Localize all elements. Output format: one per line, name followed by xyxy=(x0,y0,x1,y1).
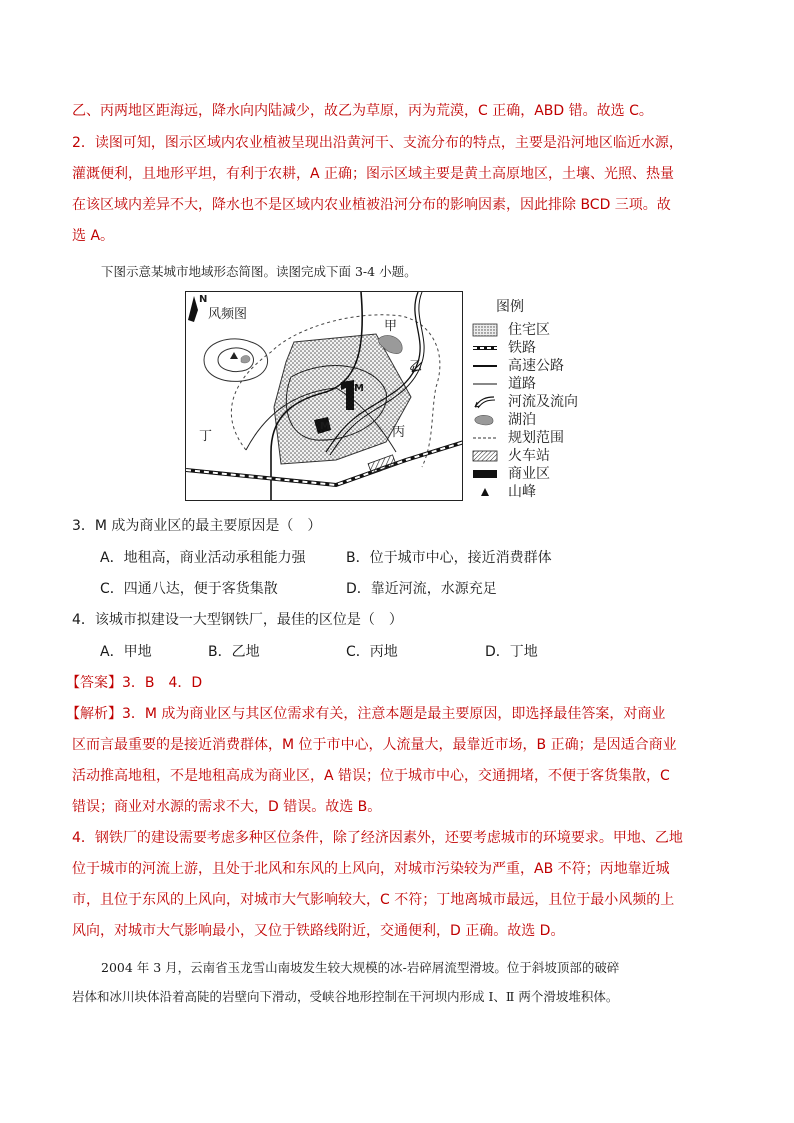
legend-label: 商业区 xyxy=(508,466,550,482)
residential-area xyxy=(274,334,411,464)
area-label-ding: 丁 xyxy=(199,429,213,444)
q2-explanation-line: 选 A。 xyxy=(72,228,115,244)
analysis-line: 风向，对城市大气影响最小，又位于铁路线附近，交通便利，D 正确。故选 D。 xyxy=(72,923,565,939)
lake-legend-icon xyxy=(472,413,498,427)
mountain-contour xyxy=(204,339,268,382)
q4-option-c[interactable]: C．丙地 xyxy=(346,644,398,660)
city-map-figure xyxy=(185,291,463,501)
question-intro: 下图示意某城市地域形态简图。读图完成下面 3-4 小题。 xyxy=(101,264,417,279)
next-intro-line: 岩体和冰川块体沿着高陡的岩壁向下滑动，受峡谷地形控制在干河坝内形成 Ⅰ、Ⅱ 两个滑坡堆积体。 xyxy=(72,989,619,1004)
area-label-bing: 丙 xyxy=(392,425,406,440)
legend-label: 铁路 xyxy=(508,340,536,356)
q3-option-c[interactable]: C．四通八达，便于客货集散 xyxy=(100,581,278,597)
planning-boundary-legend-icon xyxy=(472,431,498,445)
commercial-label: M xyxy=(354,383,364,394)
analysis-line: 区而言最重要的是接近消费群体，M 位于市中心，人流量大，最靠近市场，B 正确；是因适合商业 xyxy=(72,737,677,753)
q3-option-b[interactable]: B．位于城市中心，接近消费群体 xyxy=(346,550,552,566)
legend-label: 火车站 xyxy=(508,448,550,464)
commercial-legend-icon xyxy=(472,467,498,481)
analysis-line: 位于城市的河流上游，且处于北风和东风的上风向，对城市污染较为严重，AB 不符；丙地靠近城 xyxy=(72,861,670,877)
answer-text: 3．B 4．D xyxy=(122,675,203,691)
analysis-first-line xyxy=(66,704,665,724)
peak-marker xyxy=(230,352,238,359)
north-label: N xyxy=(199,294,208,305)
area-label-jia: 甲 xyxy=(384,319,398,334)
q2-explanation-line: 灌溉便利，且地形平坦，有利于农耕，A 正确；图示区域主要是黄土高原地区，土壤、光照、热量 xyxy=(72,166,675,182)
analysis-text: 3．M 成为商业区与其区位需求有关，注意本题是最主要原因，即选择最佳答案，对商业 xyxy=(122,706,666,722)
city-map-svg xyxy=(186,292,463,501)
railway-legend-icon xyxy=(472,341,498,355)
q4-option-a[interactable]: A．甲地 xyxy=(100,644,152,660)
answer-line xyxy=(66,673,202,693)
legend-label: 山峰 xyxy=(508,484,536,500)
next-intro-line: 2004 年 3 月，云南省玉龙雪山南坡发生较大规模的冰-岩碎屑流型滑坡。位于斜坡顶部的破碎 xyxy=(101,960,620,975)
question-3-stem: 3．M 成为商业区的最主要原因是（ ） xyxy=(72,518,322,534)
legend-label: 河流及流向 xyxy=(508,394,578,410)
lake xyxy=(241,355,250,363)
residential-legend-icon xyxy=(472,323,498,337)
legend-label: 道路 xyxy=(508,376,536,392)
analysis-line: 错误；商业对水源的需求不大，D 错误。故选 B。 xyxy=(72,799,382,815)
train-station-legend-icon xyxy=(472,449,498,463)
question-4-stem: 4．该城市拟建设一大型钢铁厂，最佳的区位是（ ） xyxy=(72,612,403,628)
wind-frequency-label: 风频图 xyxy=(208,307,248,322)
q2-explanation-line: 2．读图可知，图示区域内农业植被呈现出沿黄河干、支流分布的特点，主要是沿河地区临近水源， xyxy=(72,135,683,151)
legend-label: 湖泊 xyxy=(508,412,536,428)
analysis-line: 4．钢铁厂的建设需要考虑多种区位条件，除了经济因素外，还要考虑城市的环境要求。甲地、乙地 xyxy=(72,830,683,846)
analysis-tag: 【解析】 xyxy=(66,706,122,722)
answer-tag: 【答案】 xyxy=(66,675,122,691)
q4-option-b[interactable]: B．乙地 xyxy=(208,644,260,660)
wind-rose-icon xyxy=(188,296,198,322)
commercial-label: M xyxy=(320,421,330,432)
q2-explanation-line: 在该区域内差异不大，降水也不是区域内农业植被沿河分布的影响因素，因此排除 BCD 三项。故 xyxy=(72,197,671,213)
legend-label: 高速公路 xyxy=(508,358,564,374)
analysis-line: 市，且位于东风的上风向，对城市大气影响较大，C 不符；丁地离城市最远，且位于最小风频的上 xyxy=(72,892,675,908)
prev-explanation-line: 乙、丙两地区距海远，降水向内陆减少，故乙为草原，丙为荒漠，C 正确，ABD 错。故选 C。 xyxy=(72,103,653,119)
q3-option-d[interactable]: D．靠近河流，水源充足 xyxy=(346,581,497,597)
area-label-yi: 乙 xyxy=(409,359,423,374)
road-legend-icon xyxy=(472,377,498,391)
river-legend-icon xyxy=(472,395,498,409)
highway-legend-icon xyxy=(472,359,498,373)
peak-legend-icon xyxy=(472,485,498,499)
legend-title: 图例 xyxy=(496,299,524,315)
q3-option-a[interactable]: A．地租高，商业活动承租能力强 xyxy=(100,550,306,566)
legend-label: 住宅区 xyxy=(508,322,550,338)
legend-label: 规划范围 xyxy=(508,430,564,446)
q4-option-d[interactable]: D．丁地 xyxy=(485,644,538,660)
analysis-line: 活动推高地租，不是地租高成为商业区，A 错误；位于城市中心，交通拥堵，不便于客货集散，C xyxy=(72,768,670,784)
